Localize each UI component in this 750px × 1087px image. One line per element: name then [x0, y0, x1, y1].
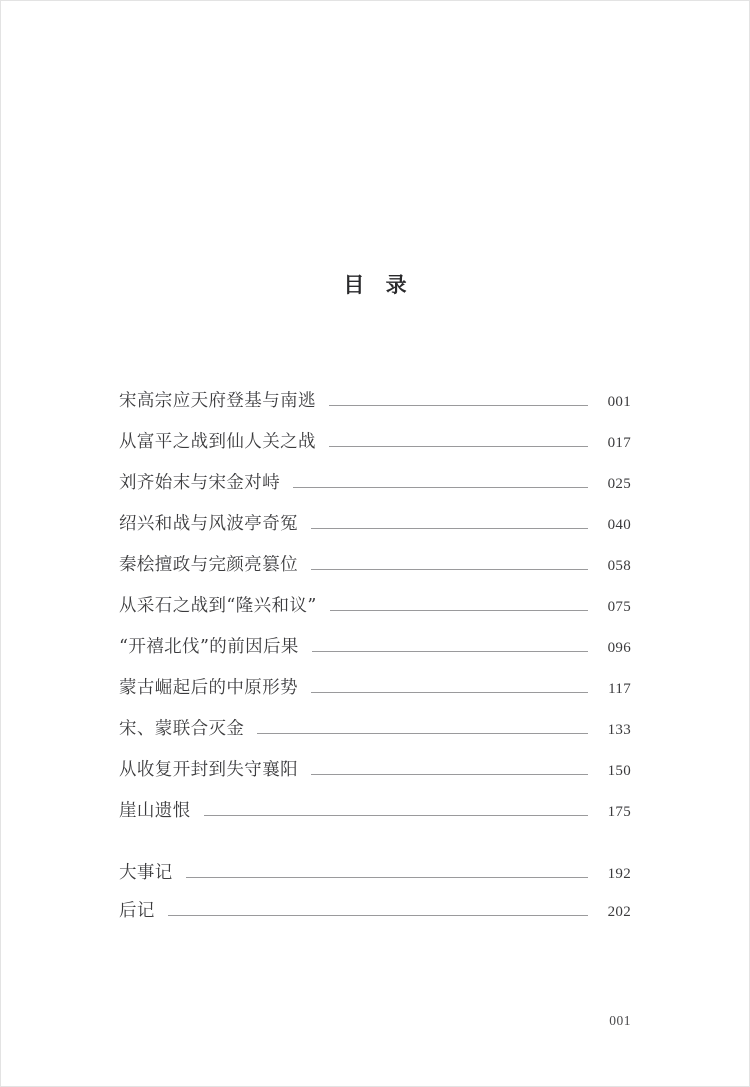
toc-entry[interactable] [119, 551, 631, 592]
toc-entry-label: 秦桧擅政与完颜亮篡位 [119, 555, 298, 575]
toc-entry-page-number: 192 [607, 866, 631, 882]
toc-entry-page-number: 075 [607, 599, 631, 615]
toc-leader-line [204, 815, 588, 816]
toc-entry-label: 从采石之战到“隆兴和议” [119, 596, 317, 616]
toc-entry[interactable] [119, 897, 631, 935]
toc-entry-label: 从富平之战到仙人关之战 [119, 432, 316, 452]
page-folio: 001 [609, 1013, 631, 1028]
toc-leader-line [257, 733, 588, 734]
toc-entry-label: 大事记 [119, 863, 173, 883]
toc-entry-label: 蒙古崛起后的中原形势 [119, 678, 298, 698]
toc-entry-page-number: 040 [607, 517, 631, 533]
toc-entry-page-number: 117 [608, 681, 631, 697]
toc-leader-line [311, 692, 588, 693]
toc-leader-line [168, 915, 588, 916]
toc-entry-label: “开禧北伐”的前因后果 [119, 637, 299, 657]
toc-entry-label: 绍兴和战与风波亭奇冤 [119, 514, 298, 534]
toc-leader-line [312, 651, 588, 652]
toc-leader-line [330, 610, 588, 611]
toc-leader-line [311, 569, 588, 570]
toc-entry[interactable] [119, 428, 631, 469]
toc-leader-line [293, 487, 588, 488]
page-title: 目 录 [343, 272, 414, 297]
toc-leader-line [311, 528, 588, 529]
toc-entry[interactable] [119, 859, 631, 897]
toc-entry-page-number: 017 [607, 435, 631, 451]
toc-leader-line [311, 774, 588, 775]
toc-entry-label: 后记 [119, 901, 155, 921]
toc-entry-label: 宋、蒙联合灭金 [119, 719, 245, 739]
toc-entry[interactable] [119, 674, 631, 715]
toc-entry-label: 从收复开封到失守襄阳 [119, 760, 298, 780]
toc-entry-label: 刘齐始末与宋金对峙 [119, 473, 281, 493]
toc-entry-page-number: 175 [607, 804, 631, 820]
toc-entry-page-number: 058 [607, 558, 631, 574]
toc-entry[interactable] [119, 633, 631, 674]
toc-entry[interactable] [119, 510, 631, 551]
toc-entry-page-number: 025 [607, 476, 631, 492]
toc-entry-page-number: 001 [607, 394, 631, 410]
toc-leader-line [329, 446, 588, 447]
toc-entry-page-number: 133 [607, 722, 631, 738]
toc-entry[interactable] [119, 756, 631, 797]
toc-entry[interactable] [119, 797, 631, 838]
toc-entry[interactable] [119, 592, 631, 633]
table-of-contents-list [119, 387, 631, 935]
toc-entry-page-number: 150 [607, 763, 631, 779]
toc-leader-line [186, 877, 588, 878]
toc-entry[interactable] [119, 715, 631, 756]
toc-entry[interactable] [119, 469, 631, 510]
toc-entry-label: 崖山遗恨 [119, 801, 191, 821]
toc-entry-page-number: 202 [607, 904, 631, 920]
toc-entry-label: 宋高宗应天府登基与南逃 [119, 391, 316, 411]
toc-leader-line [329, 405, 588, 406]
toc-entry[interactable] [119, 387, 631, 428]
toc-entry-page-number: 096 [607, 640, 631, 656]
page-content [1, 1, 749, 1086]
